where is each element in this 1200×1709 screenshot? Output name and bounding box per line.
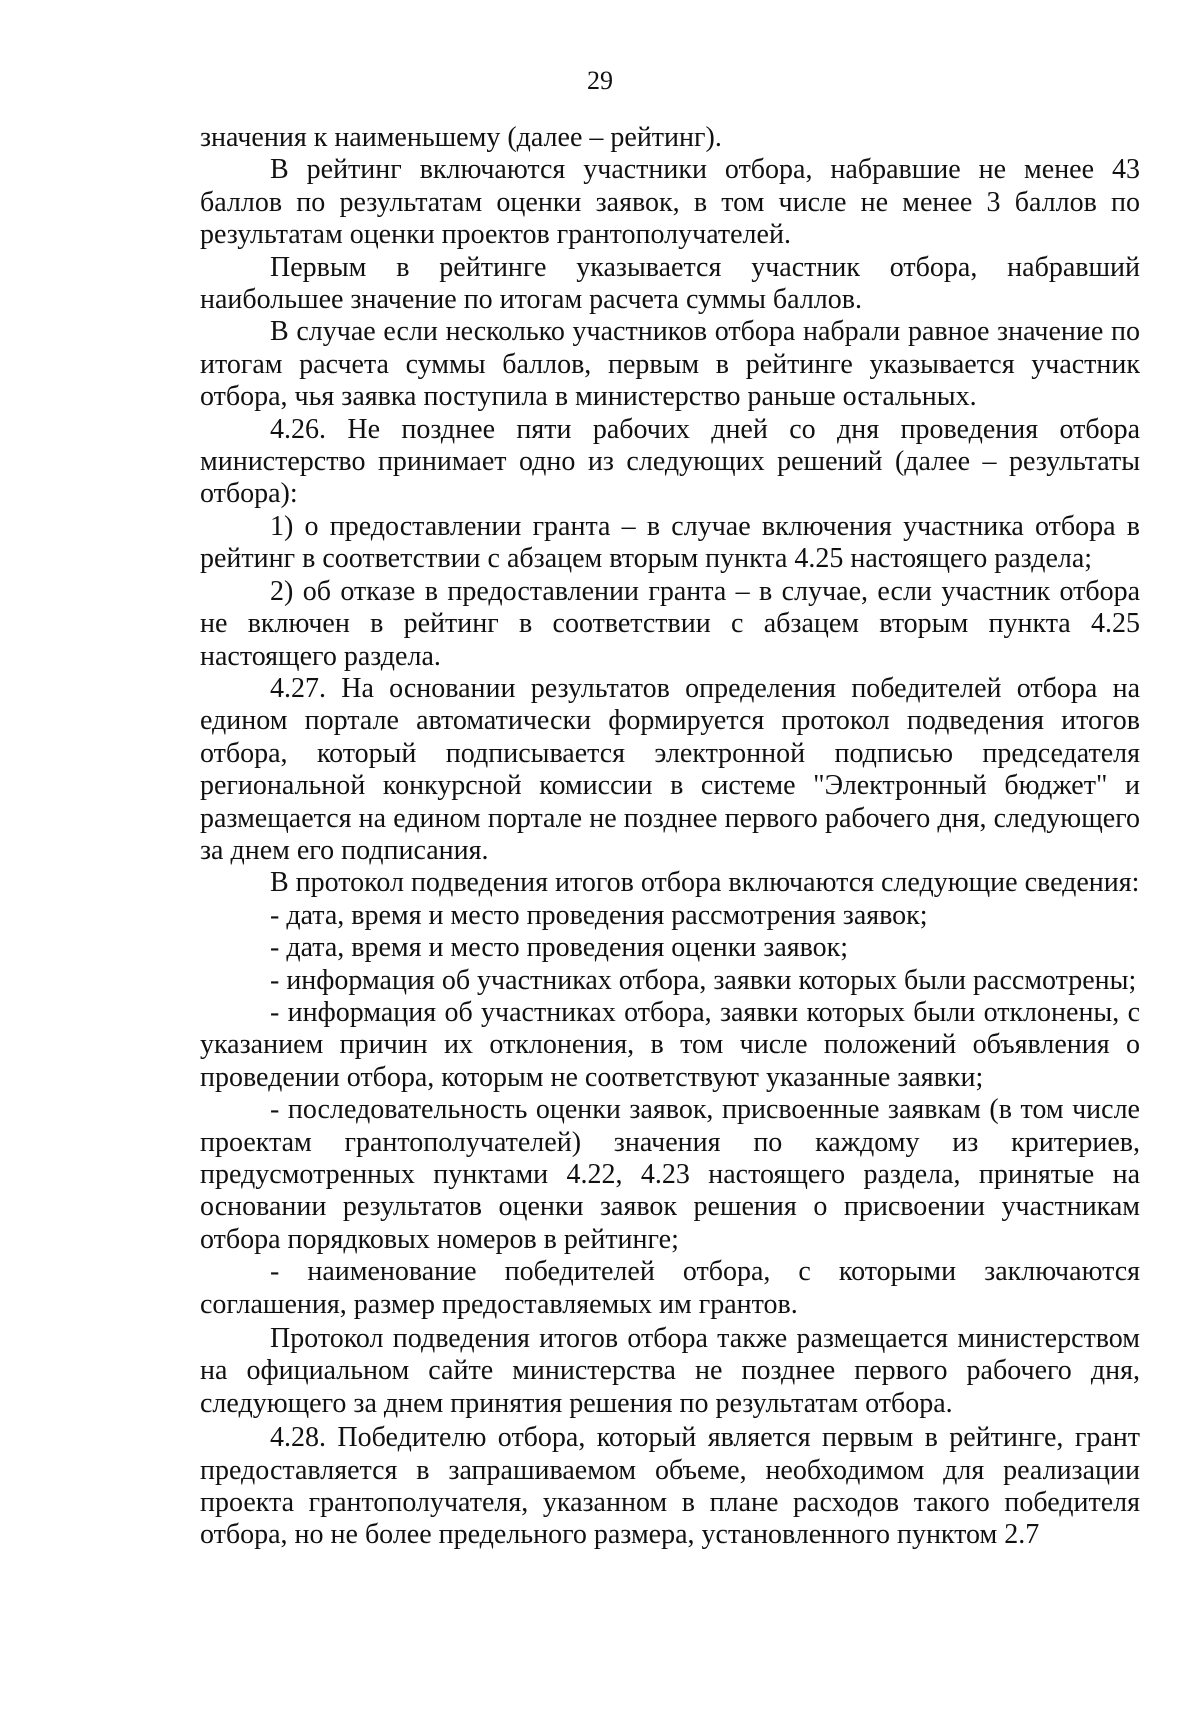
list-item-evaluation-date: - дата, время и место проведения оценки заявок; — [270, 932, 849, 964]
paragraph-equal-score: В случае если несколько участников отбора набрали равное значение по итогам расчета суммы баллов, первым в рейтинге указывается участник отбора, чья заявка поступила в министерство раньше остальных. — [200, 316, 1140, 413]
list-item-reviewed-participants: - информация об участниках отбора, заявки которых были рассмотрены; — [270, 964, 1137, 996]
paragraph-decision-grant: 1) о предоставлении гранта – в случае включения участника отбора в рейтинг в соответствии с абзацем вторым пункта 4.25 настоящего раздела; — [200, 510, 1140, 575]
document-body — [200, 122, 1140, 1552]
list-item-evaluation-sequence: - последовательность оценки заявок, присвоенные заявкам (в том числе проектам грантополучателей) значения по каждому из критериев, предусмотренных пунктами 4.22, 4.23 настоящего раздела, принятые на основании результатов оценки заявок решения о присвоении участникам отбора порядковых номеров в рейтинге; — [200, 1094, 1140, 1255]
paragraph-protocol-publication: Протокол подведения итогов отбора также размещается министерством на официальном сайте министерства не позднее первого рабочего дня, следующего за днем принятия решения по результатам отбора. — [200, 1323, 1140, 1419]
paragraph-decision-refusal: 2) об отказе в предоставлении гранта – в случае, если участник отбора не включен в рейтинг в соответствии с абзацем вторым пункта 4.25 настоящего раздела. — [200, 575, 1140, 672]
paragraph-4-28: 4.28. Победителю отбора, который является первым в рейтинге, грант предоставляется в запрашиваемом объеме, необходимом для реализации проекта грантополучателя, указанном в плане расходов такого победителя отбора, но не более предельного размера, установленного пунктом 2.7 — [200, 1422, 1140, 1551]
list-item-rejected-participants: - информация об участниках отбора, заявки которых были отклонены, с указанием причин их отклонения, в том числе положений объявления о проведении отбора, которым не соответствуют указанные заявки; — [200, 996, 1140, 1093]
paragraph-protocol-contents: В протокол подведения итогов отбора включаются следующие сведения: — [270, 867, 1140, 899]
paragraph-rating-continuation: значения к наименьшему (далее – рейтинг). — [200, 122, 722, 153]
paragraph-rating-first: Первым в рейтинге указывается участник отбора, набравший наибольшее значение по итогам расчета суммы баллов. — [200, 251, 1140, 316]
paragraph-4-27: 4.27. На основании результатов определения победителей отбора на едином портале автоматически формируется протокол подведения итогов отбора, который подписывается электронной подписью председателя региональной конкурсной комиссии в системе "Электронный бюджет" и размещается на едином портале не позднее первого рабочего дня, следующего за днем его подписания. — [200, 672, 1140, 866]
paragraph-rating-inclusion: В рейтинг включаются участники отбора, набравшие не менее 43 баллов по результатам оценки заявок, в том числе не менее 3 баллов по результатам оценки проектов грантополучателей. — [200, 154, 1140, 251]
paragraph-4-26: 4.26. Не позднее пяти рабочих дней со дня проведения отбора министерство принимает одно из следующих решений (далее – результаты отбора): — [200, 413, 1140, 510]
list-item-winners: - наименование победителей отбора, с которыми заключаются соглашения, размер предоставляемых им грантов. — [200, 1256, 1140, 1320]
list-item-review-date: - дата, время и место проведения рассмотрения заявок; — [270, 899, 928, 931]
page-number: 29 — [587, 66, 613, 95]
